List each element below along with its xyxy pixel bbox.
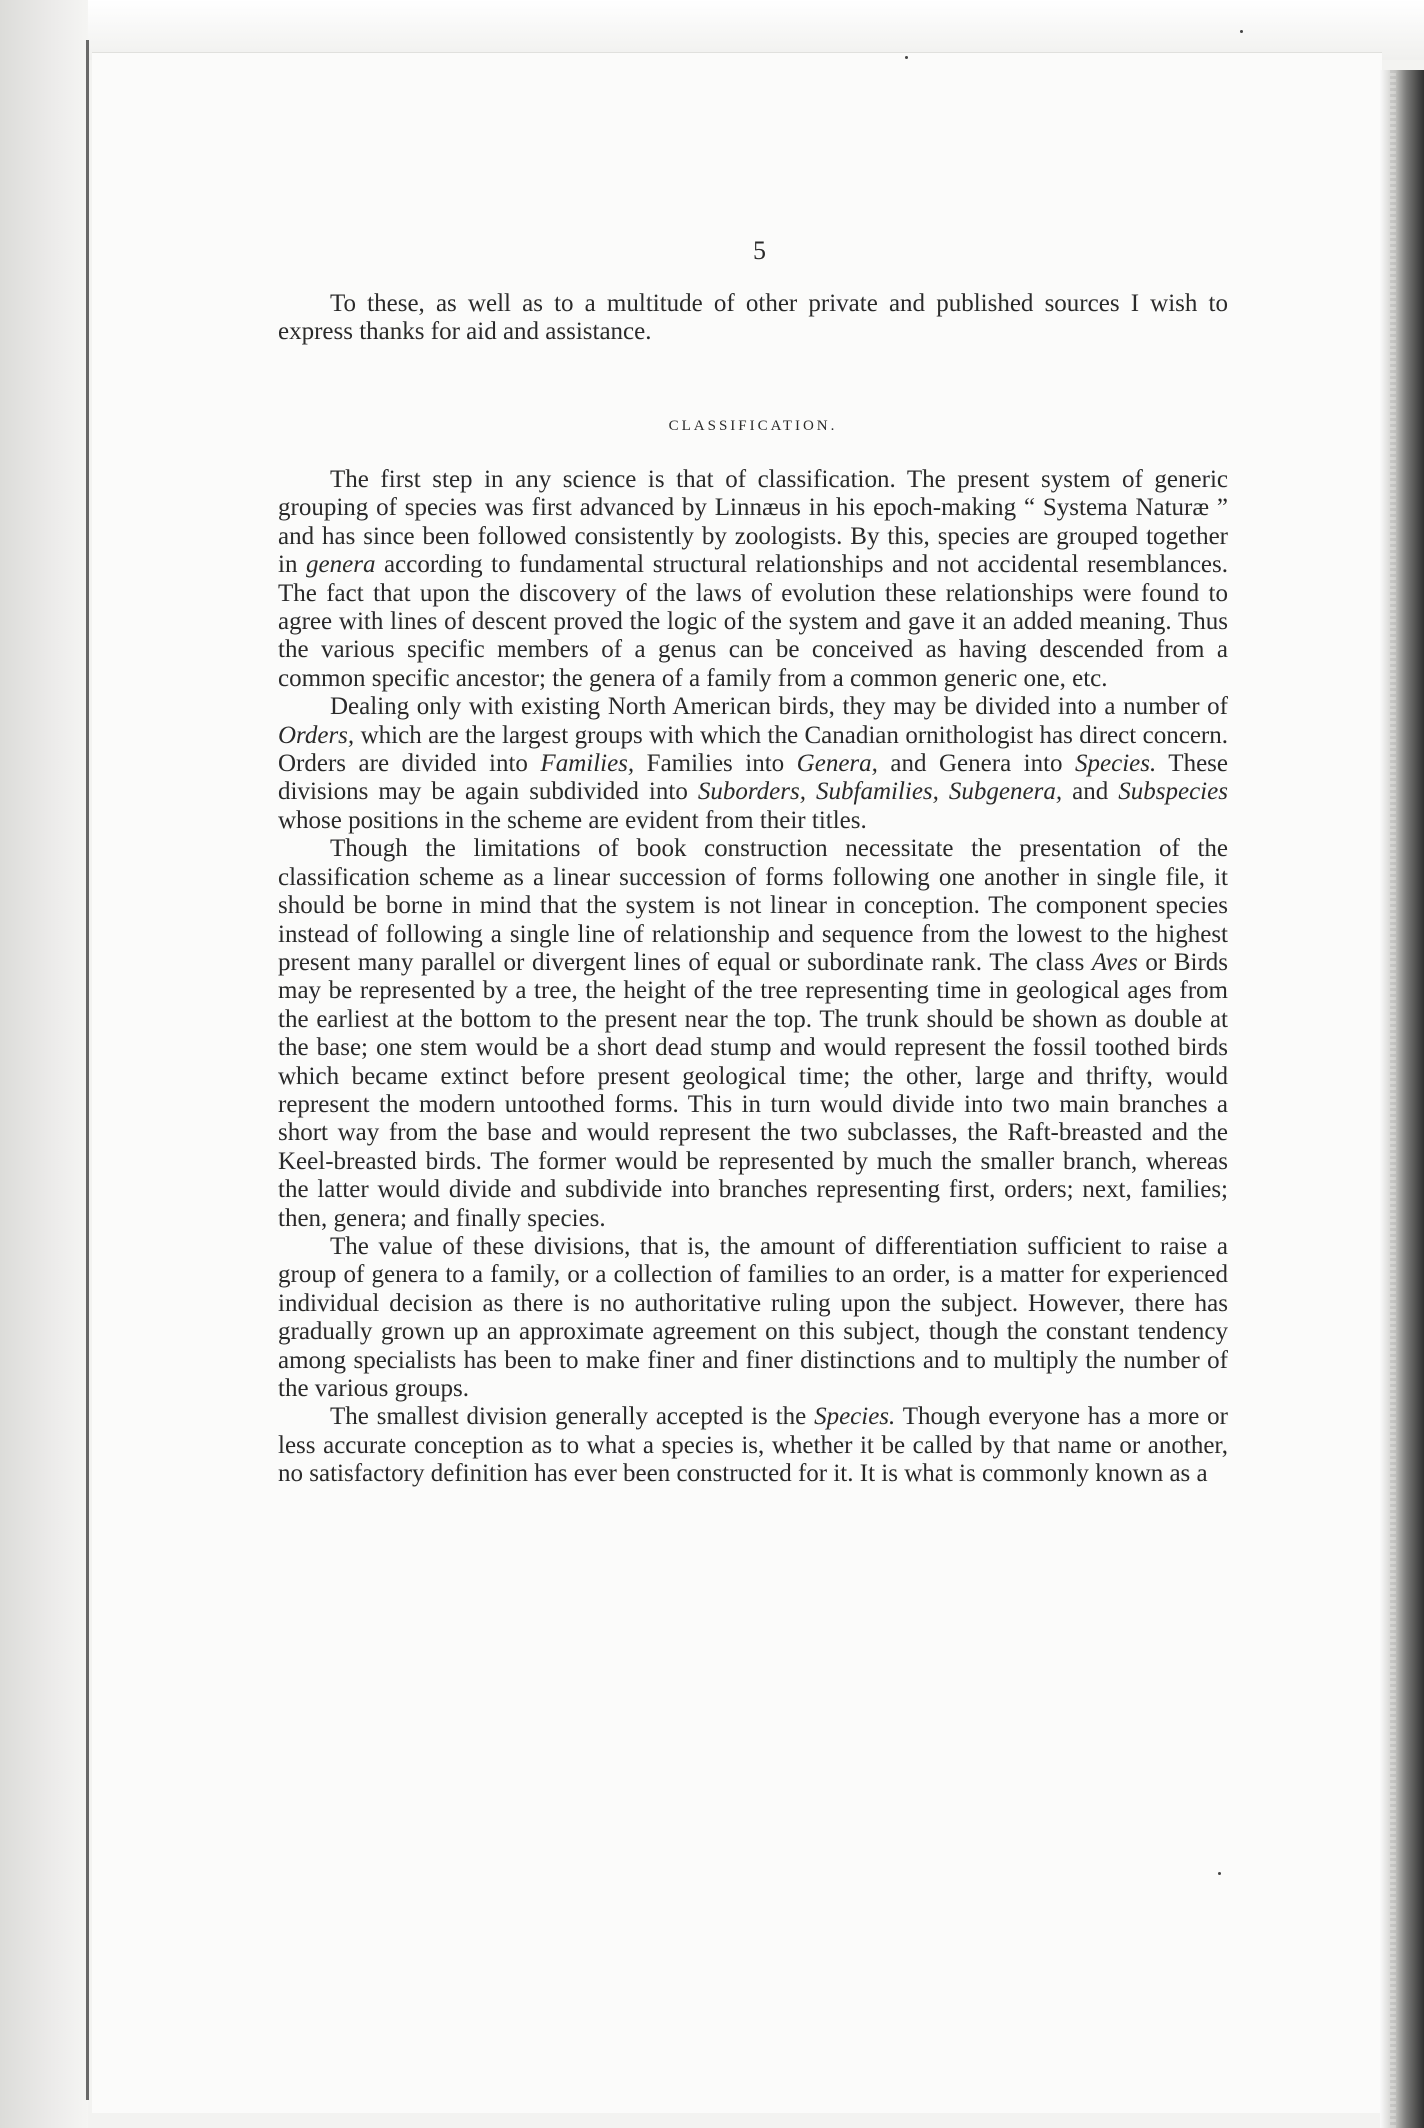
italic-term: Orders,	[278, 721, 355, 749]
text-span: Though everyone has a more or less accurate conception as to what a species is, whether it be called by that name or another, no satisfactory definition has ever been constructed for it. It is what is commonly known as a	[278, 1403, 1228, 1488]
text-span: or Birds may be represented by a tree, the height of the tree representing time in geological ages from the earliest at the bottom to the present near the top. The trunk should be shown as double at the base; one stem would be a short dead stump and would represent the fossil toothed birds which became extinct before present geological time; the other, large and thrifty, would represent the modern untoothed forms. This in turn would divide into two main branches a short way from the base and would represent the two subclasses, the Raft-breasted and the Keel-breasted birds. The former would be represented by much the smaller branch, whereas the latter would divide and subdivide into branches representing first, orders; next, families; then, genera; and finally species.	[278, 948, 1228, 1232]
text-span: which are the largest groups with which the Canadian ornithologist has direct concern. Orders are divided into	[278, 721, 1228, 778]
text-span: Though the limitations of book construction necessitate the presentation of the classification scheme as a linear succession of forms following one another in single file, it should be borne in mind that the system is not linear in conception. The component species instead of following a single line of relationship and sequence from the lowest to the highest present many parallel or divergent lines of equal or subordinate rank. The class	[278, 835, 1228, 976]
scan-left-margin	[0, 0, 88, 2128]
section-heading: CLASSIFICATION.	[668, 418, 838, 434]
text-span: These divisions may be again subdivided into	[278, 750, 1229, 806]
scan-speck	[905, 56, 908, 59]
paragraph-2	[278, 693, 1228, 835]
text-span: The smallest division generally accepted is the	[330, 1403, 815, 1431]
text-span: and Genera into	[877, 750, 1076, 778]
italic-term: Genera,	[796, 750, 878, 778]
italic-term: Suborders, Subfamilies, Subgenera,	[697, 778, 1063, 806]
italic-term: genera	[306, 551, 376, 579]
paragraph-4: The value of these divisions, that is, the amount of differentiation sufficient to raise a group of genera to a family, or a collection of families to an order, is a matter for experienced individual decision as there is no authoritative ruling upon the subject. However, there has gradually grown up an approximate agreement on this subject, though the constant tendency among specialists has been to make finer and finer distinctions and to multiply the number of the various groups.	[278, 1232, 1228, 1402]
paragraph-3	[278, 835, 1228, 1233]
italic-term: Families,	[540, 750, 635, 778]
book-gutter-line	[86, 40, 89, 2100]
body-text	[278, 466, 1228, 1489]
paragraph-5	[278, 1403, 1228, 1488]
italic-term: Species.	[814, 1403, 896, 1431]
text-span: according to fundamental structural relationships and not accidental resemblances. The fact that upon the discovery of the laws of evolution these relationships were found to agree with lines of descent proved the logic of the system and gave it an added meaning. Thus the various specific members of a genus can be conceived as having descended from a common specific ancestor; the genera of a family from a common generic one, etc.	[278, 551, 1229, 692]
text-span: Dealing only with existing North American birds, they may be divided into a number of	[330, 693, 1228, 721]
scan-speck	[1240, 30, 1243, 33]
intro-paragraph	[278, 290, 1228, 347]
italic-term: Aves	[1091, 948, 1138, 976]
scan-speck	[1218, 1872, 1221, 1875]
text-span: and	[1062, 778, 1119, 806]
italic-term: Subspecies	[1118, 778, 1228, 806]
text-span: The first step in any science is that of classification. The present system of generic grouping of species was first advanced by Linnæus in his epoch-making “ Systema Naturæ ” and has since been followed consistently by zoologists. By this, species are grouped together in	[278, 466, 1228, 579]
scan-top-margin	[0, 0, 1424, 60]
intro-text: To these, as well as to a multitude of other private and published sources I wish to express thanks for aid and assistance.	[278, 290, 1228, 346]
page-number: 5	[753, 236, 767, 265]
text-span: whose positions in the scheme are evident from their titles.	[278, 806, 867, 834]
page-stack-edge	[1380, 70, 1424, 2128]
text-span: Families into	[634, 750, 797, 778]
italic-term: Species.	[1075, 750, 1157, 778]
paragraph-1	[278, 466, 1228, 693]
